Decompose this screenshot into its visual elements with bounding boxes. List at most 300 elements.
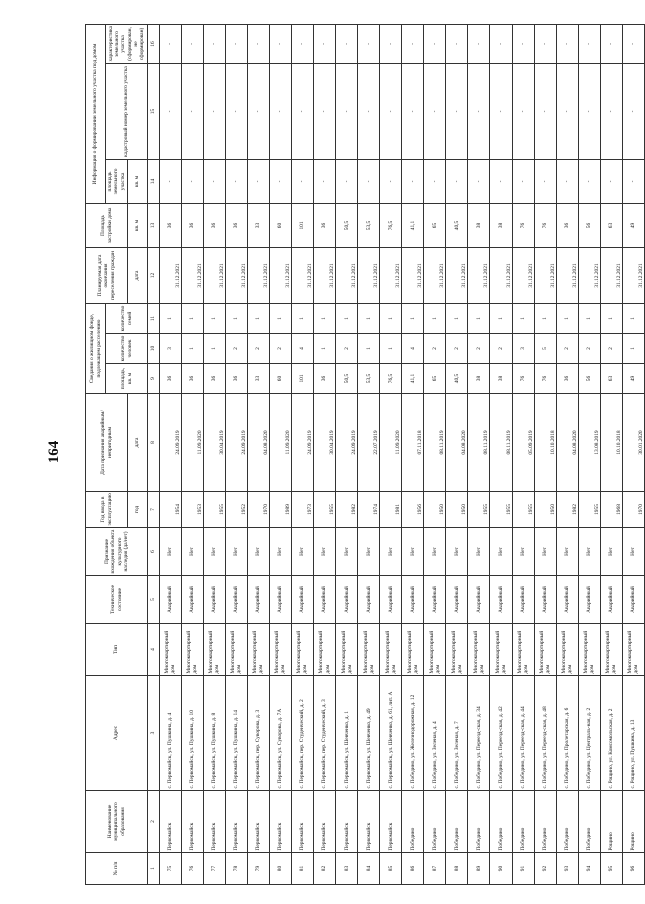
families-cell: 1	[358, 304, 380, 334]
families-cell: 1	[424, 304, 446, 334]
municipality-cell: Победино	[512, 791, 534, 853]
year-cell: 1950	[446, 492, 468, 528]
header-land-area: кв. м	[128, 160, 148, 204]
table-row	[490, 25, 512, 885]
planned-date-cell: 31.12.2021	[380, 248, 402, 304]
decision-date-cell: 08.11.2019	[490, 394, 512, 492]
planned-date-cell: 31.12.2021	[468, 248, 490, 304]
area-cell: 101	[291, 364, 313, 394]
table-row	[313, 25, 335, 885]
cadastral-cell: -	[578, 64, 600, 160]
table-row	[225, 25, 247, 885]
row-number: 81	[291, 853, 313, 885]
tech-state-cell: Аварийный	[600, 576, 622, 624]
persons-cell: 4	[291, 334, 313, 364]
cadastral-cell: -	[424, 64, 446, 160]
tech-state-cell: Аварийный	[534, 576, 556, 624]
built-area-cell: 76	[512, 204, 534, 248]
header-address: Адрес	[86, 676, 148, 791]
row-number: 80	[269, 853, 291, 885]
area-cell: 36	[181, 364, 203, 394]
row-number: 84	[358, 853, 380, 885]
land-area-cell: -	[291, 160, 313, 204]
families-cell: 1	[446, 304, 468, 334]
built-area-cell: 36	[225, 204, 247, 248]
row-number: 83	[336, 853, 358, 885]
families-cell: 1	[159, 304, 181, 334]
header-area: площадь, кв. м	[106, 364, 148, 394]
year-cell: 1956	[402, 492, 424, 528]
cadastral-cell: -	[402, 64, 424, 160]
planned-date-cell: 31.12.2021	[313, 248, 335, 304]
area-cell: 33	[247, 364, 269, 394]
row-number: 90	[490, 853, 512, 885]
area-cell: 36	[556, 364, 578, 394]
decision-date-cell: 10.10.2018	[600, 394, 622, 492]
address-cell: с. Первомайск, ул. Пушкина, д. 4	[159, 676, 181, 791]
planned-date-cell: 31.12.2021	[291, 248, 313, 304]
year-cell: 1973	[291, 492, 313, 528]
persons-cell: 1	[203, 334, 225, 364]
row-number: 85	[380, 853, 402, 885]
header-built-area: кв. м	[128, 204, 148, 248]
in-program-cell: Нет	[402, 528, 424, 576]
land-char-cell: -	[622, 25, 644, 64]
planned-date-cell: 31.12.2021	[622, 248, 644, 304]
tech-state-cell: Аварийный	[578, 576, 600, 624]
area-cell: 36	[203, 364, 225, 394]
house-type-cell: Многоквартирный дом	[578, 624, 600, 676]
land-char-cell: -	[225, 25, 247, 64]
year-cell: 1955	[490, 492, 512, 528]
land-area-cell: -	[203, 160, 225, 204]
land-char-cell: -	[556, 25, 578, 64]
built-area-cell: 53,5	[358, 204, 380, 248]
municipality-cell: Первомайск	[159, 791, 181, 853]
year-cell: 1989	[269, 492, 291, 528]
persons-cell: 1	[181, 334, 203, 364]
land-char-cell: -	[291, 25, 313, 64]
house-type-cell: Многоквартирный дом	[269, 624, 291, 676]
year-cell: 1952	[225, 492, 247, 528]
land-char-cell: -	[402, 25, 424, 64]
address-cell: с. Рощино, ул. Комсомольская, д. 2	[600, 676, 622, 791]
year-cell: 1970	[622, 492, 644, 528]
table-row	[600, 25, 622, 885]
in-program-cell: Нет	[336, 528, 358, 576]
persons-cell: 1	[622, 334, 644, 364]
families-cell: 1	[291, 304, 313, 334]
municipality-cell: Первомайск	[291, 791, 313, 853]
header-planned-group: Планируемая дата окончания переселения граждан	[86, 248, 128, 304]
municipality-cell: Победино	[578, 791, 600, 853]
planned-date-cell: 31.12.2021	[336, 248, 358, 304]
built-area-cell: 38	[490, 204, 512, 248]
cadastral-cell: -	[380, 64, 402, 160]
in-program-cell: Нет	[269, 528, 291, 576]
cadastral-cell: -	[358, 64, 380, 160]
persons-cell: 2	[225, 334, 247, 364]
house-type-cell: Многоквартирный дом	[424, 624, 446, 676]
table-row	[380, 25, 402, 885]
year-cell: 1955	[578, 492, 600, 528]
land-char-cell: -	[578, 25, 600, 64]
decision-date-cell: 11.09.2020	[181, 394, 203, 492]
cadastral-cell: -	[336, 64, 358, 160]
built-area-cell: 36	[181, 204, 203, 248]
area-cell: 36	[159, 364, 181, 394]
year-cell: 1968	[600, 492, 622, 528]
land-char-cell: -	[446, 25, 468, 64]
built-area-cell: 56	[578, 204, 600, 248]
in-program-cell: Нет	[181, 528, 203, 576]
decision-date-cell: 07.11.2018	[402, 394, 424, 492]
table-row	[622, 25, 644, 885]
decision-date-cell: 08.11.2019	[424, 394, 446, 492]
cadastral-cell: -	[225, 64, 247, 160]
planned-date-cell: 31.12.2021	[534, 248, 556, 304]
cadastral-cell: -	[269, 64, 291, 160]
house-type-cell: Многоквартирный дом	[203, 624, 225, 676]
address-cell: с. Первомайск, пер. Студенческий, д. 3	[313, 676, 335, 791]
table-header	[86, 25, 148, 885]
housing-table	[85, 24, 645, 885]
col-number: 14	[148, 160, 160, 204]
tech-state-cell: Аварийный	[181, 576, 203, 624]
planned-date-cell: 31.12.2021	[402, 248, 424, 304]
table-row	[247, 25, 269, 885]
decision-date-cell: 04.08.2020	[247, 394, 269, 492]
year-cell: 1955	[468, 492, 490, 528]
land-area-cell: -	[512, 160, 534, 204]
col-number: 5	[148, 576, 160, 624]
header-families: количество семей	[106, 304, 148, 334]
decision-date-cell: 13.08.2019	[578, 394, 600, 492]
address-cell: с. Победино, ул. Переезд-ская, д. 44	[512, 676, 534, 791]
families-cell: 1	[247, 304, 269, 334]
header-type: Тип	[86, 624, 148, 676]
row-number: 94	[578, 853, 600, 885]
municipality-cell: Победино	[402, 791, 424, 853]
decision-date-cell: 11.09.2020	[380, 394, 402, 492]
built-area-cell: 63	[600, 204, 622, 248]
address-cell: с. Первомайск, пер. Студенческий, д. 2	[291, 676, 313, 791]
families-cell: 1	[600, 304, 622, 334]
address-cell: с. Победино, ул. Переезд-ская, д. 42	[490, 676, 512, 791]
planned-date-cell: 31.12.2021	[269, 248, 291, 304]
land-char-cell: -	[181, 25, 203, 64]
year-cell: 1974	[358, 492, 380, 528]
row-number: 91	[512, 853, 534, 885]
col-number: 9	[148, 364, 160, 394]
tech-state-cell: Аварийный	[291, 576, 313, 624]
address-cell: с. Победино, ул. Зеленая, д. 4	[424, 676, 446, 791]
page-number: 164	[46, 440, 62, 464]
decision-date-cell: 30.01.2020	[622, 394, 644, 492]
house-type-cell: Многоквартирный дом	[159, 624, 181, 676]
address-cell: с. Первомайск, ул. Шевченко, д. 61, лит. А	[380, 676, 402, 791]
land-char-cell: -	[159, 25, 181, 64]
persons-cell: 2	[578, 334, 600, 364]
persons-cell: 2	[247, 334, 269, 364]
area-cell: 60	[269, 364, 291, 394]
decision-date-cell: 10.10.2018	[534, 394, 556, 492]
table-row	[512, 25, 534, 885]
families-cell: 1	[380, 304, 402, 334]
row-number: 89	[468, 853, 490, 885]
tech-state-cell: Аварийный	[446, 576, 468, 624]
in-program-cell: Нет	[225, 528, 247, 576]
land-char-cell: -	[203, 25, 225, 64]
row-number: 77	[203, 853, 225, 885]
row-number: 75	[159, 853, 181, 885]
land-area-cell: -	[556, 160, 578, 204]
rotated-table-wrapper	[85, 25, 645, 885]
built-area-cell: 65	[424, 204, 446, 248]
table-row	[358, 25, 380, 885]
address-cell: с. Первомайск, пер. Суворова, д. 3	[247, 676, 269, 791]
tech-state-cell: Аварийный	[203, 576, 225, 624]
built-area-cell: 76,5	[380, 204, 402, 248]
address-cell: с. Победино, ул. Железнодорожная, д. 12	[402, 676, 424, 791]
header-in-program: Признание вхождения объекта культурного наследия (да/нет)	[86, 528, 148, 576]
tech-state-cell: Аварийный	[622, 576, 644, 624]
address-cell: с. Первомайск, ул. Пушкина, д. 8	[203, 676, 225, 791]
land-area-cell: -	[269, 160, 291, 204]
land-char-cell: -	[512, 25, 534, 64]
table-row	[424, 25, 446, 885]
municipality-cell: Первомайск	[203, 791, 225, 853]
in-program-cell: Нет	[490, 528, 512, 576]
area-cell: 63	[600, 364, 622, 394]
in-program-cell: Нет	[600, 528, 622, 576]
persons-cell: 2	[336, 334, 358, 364]
land-char-cell: -	[247, 25, 269, 64]
families-cell: 1	[225, 304, 247, 334]
built-area-cell: 33	[247, 204, 269, 248]
land-area-cell: -	[336, 160, 358, 204]
planned-date-cell: 31.12.2021	[225, 248, 247, 304]
cadastral-cell: -	[181, 64, 203, 160]
address-cell: с. Победино, ул. Зеленая, д. 7	[446, 676, 468, 791]
in-program-cell: Нет	[556, 528, 578, 576]
built-area-cell: 50,5	[336, 204, 358, 248]
area-cell: 38	[468, 364, 490, 394]
decision-date-cell: 08.11.2019	[468, 394, 490, 492]
cadastral-cell: -	[313, 64, 335, 160]
planned-date-cell: 31.12.2021	[181, 248, 203, 304]
header-land-char: характеристика земельного участка (сформирован, не сформирован)	[106, 25, 148, 64]
in-program-cell: Нет	[622, 528, 644, 576]
table-row	[203, 25, 225, 885]
families-cell: 1	[336, 304, 358, 334]
decision-date-cell: 24.09.2019	[159, 394, 181, 492]
decision-date-cell: 11.09.2020	[269, 394, 291, 492]
in-program-cell: Нет	[512, 528, 534, 576]
land-char-cell: -	[490, 25, 512, 64]
land-area-cell: -	[313, 160, 335, 204]
tech-state-cell: Аварийный	[269, 576, 291, 624]
tech-state-cell: Аварийный	[159, 576, 181, 624]
persons-cell: 2	[556, 334, 578, 364]
land-char-cell: -	[336, 25, 358, 64]
in-program-cell: Нет	[159, 528, 181, 576]
decision-date-cell: 24.09.2019	[225, 394, 247, 492]
planned-date-cell: 31.12.2021	[512, 248, 534, 304]
tech-state-cell: Аварийный	[490, 576, 512, 624]
header-persons: количество человек	[106, 334, 148, 364]
header-decision-date: дата	[128, 394, 148, 492]
house-type-cell: Многоквартирный дом	[622, 624, 644, 676]
tech-state-cell: Аварийный	[380, 576, 402, 624]
municipality-cell: Победино	[490, 791, 512, 853]
year-cell: 1953	[181, 492, 203, 528]
built-area-cell: 41,1	[402, 204, 424, 248]
municipality-cell: Рощино	[622, 791, 644, 853]
table-row	[468, 25, 490, 885]
built-area-cell: 49	[622, 204, 644, 248]
year-cell: 1982	[336, 492, 358, 528]
persons-cell: 2	[600, 334, 622, 364]
area-cell: 36	[313, 364, 335, 394]
tech-state-cell: Аварийный	[225, 576, 247, 624]
col-number: 2	[148, 791, 160, 853]
col-number: 3	[148, 676, 160, 791]
house-type-cell: Многоквартирный дом	[600, 624, 622, 676]
row-number: 96	[622, 853, 644, 885]
in-program-cell: Нет	[424, 528, 446, 576]
municipality-cell: Победино	[556, 791, 578, 853]
header-residents-group: Сведания о жилищном фонде, подлежащем расселению	[86, 304, 106, 394]
planned-date-cell: 31.12.2021	[600, 248, 622, 304]
municipality-cell: Победино	[424, 791, 446, 853]
persons-cell: 2	[490, 334, 512, 364]
planned-date-cell: 31.12.2021	[578, 248, 600, 304]
persons-cell: 2	[446, 334, 468, 364]
planned-date-cell: 31.12.2021	[247, 248, 269, 304]
year-cell: 1950	[534, 492, 556, 528]
built-area-cell: 36	[556, 204, 578, 248]
built-area-cell: 36	[313, 204, 335, 248]
land-char-cell: -	[424, 25, 446, 64]
in-program-cell: Нет	[468, 528, 490, 576]
persons-cell: 3	[159, 334, 181, 364]
header-planned-date: дата	[128, 248, 148, 304]
area-cell: 76	[534, 364, 556, 394]
persons-cell: 2	[269, 334, 291, 364]
year-cell: 1970	[247, 492, 269, 528]
column-number-row	[148, 25, 160, 885]
persons-cell: 5	[534, 334, 556, 364]
col-number: 1	[148, 853, 160, 885]
year-cell: 1954	[159, 492, 181, 528]
persons-cell: 2	[468, 334, 490, 364]
house-type-cell: Многоквартирный дом	[446, 624, 468, 676]
header-land-group: Информация о формировании земельного участка под домом	[86, 25, 106, 204]
in-program-cell: Нет	[247, 528, 269, 576]
built-area-cell: 60	[269, 204, 291, 248]
area-cell: 50,5	[336, 364, 358, 394]
tech-state-cell: Аварийный	[424, 576, 446, 624]
land-char-cell: -	[358, 25, 380, 64]
land-area-cell: -	[578, 160, 600, 204]
municipality-cell: Первомайск	[380, 791, 402, 853]
col-number: 6	[148, 528, 160, 576]
col-number: 8	[148, 394, 160, 492]
municipality-cell: Первомайск	[336, 791, 358, 853]
header-decision-group: Дата признания аварийным/непригодным	[86, 394, 128, 492]
families-cell: 1	[313, 304, 335, 334]
land-area-cell: -	[600, 160, 622, 204]
col-number: 12	[148, 248, 160, 304]
in-program-cell: Нет	[313, 528, 335, 576]
land-char-cell: -	[380, 25, 402, 64]
house-type-cell: Многоквартирный дом	[512, 624, 534, 676]
planned-date-cell: 31.12.2021	[424, 248, 446, 304]
planned-date-cell: 31.12.2021	[203, 248, 225, 304]
cadastral-cell: -	[247, 64, 269, 160]
table-row	[446, 25, 468, 885]
row-number: 93	[556, 853, 578, 885]
area-cell: 49	[622, 364, 644, 394]
address-cell: с. Первомайск, ул. Пушкина, д. 10	[181, 676, 203, 791]
municipality-cell: Первомайск	[269, 791, 291, 853]
tech-state-cell: Аварийный	[336, 576, 358, 624]
tech-state-cell: Аварийный	[512, 576, 534, 624]
families-cell: 1	[622, 304, 644, 334]
in-program-cell: Нет	[446, 528, 468, 576]
year-cell: 1981	[380, 492, 402, 528]
land-char-cell: -	[600, 25, 622, 64]
col-number: 10	[148, 334, 160, 364]
families-cell: 1	[578, 304, 600, 334]
cadastral-cell: -	[446, 64, 468, 160]
table-row	[291, 25, 313, 885]
area-cell: 76	[512, 364, 534, 394]
header-tech-state: Техническое состояние	[86, 576, 148, 624]
area-cell: 65	[424, 364, 446, 394]
in-program-cell: Нет	[358, 528, 380, 576]
area-cell: 76,5	[380, 364, 402, 394]
year-cell: 1955	[203, 492, 225, 528]
families-cell: 1	[556, 304, 578, 334]
families-cell: 1	[468, 304, 490, 334]
land-char-cell: -	[534, 25, 556, 64]
persons-cell: 2	[424, 334, 446, 364]
municipality-cell: Первомайск	[358, 791, 380, 853]
municipality-cell: Первомайск	[247, 791, 269, 853]
house-type-cell: Многоквартирный дом	[402, 624, 424, 676]
table-row	[336, 25, 358, 885]
land-area-cell: -	[247, 160, 269, 204]
cadastral-cell: -	[490, 64, 512, 160]
land-char-cell: -	[269, 25, 291, 64]
tech-state-cell: Аварийный	[313, 576, 335, 624]
house-type-cell: Многоквартирный дом	[556, 624, 578, 676]
in-program-cell: Нет	[534, 528, 556, 576]
municipality-cell: Первомайск	[181, 791, 203, 853]
col-number: 4	[148, 624, 160, 676]
cadastral-cell: -	[622, 64, 644, 160]
land-area-cell: -	[358, 160, 380, 204]
municipality-cell: Первомайск	[225, 791, 247, 853]
header-municipality: Наименование муниципального образования	[86, 791, 148, 853]
built-area-cell: 76	[534, 204, 556, 248]
persons-cell: 1	[313, 334, 335, 364]
table-row	[181, 25, 203, 885]
address-cell: с. Победино, ул. Пролетарская, д. 6	[556, 676, 578, 791]
year-cell: 1955	[512, 492, 534, 528]
